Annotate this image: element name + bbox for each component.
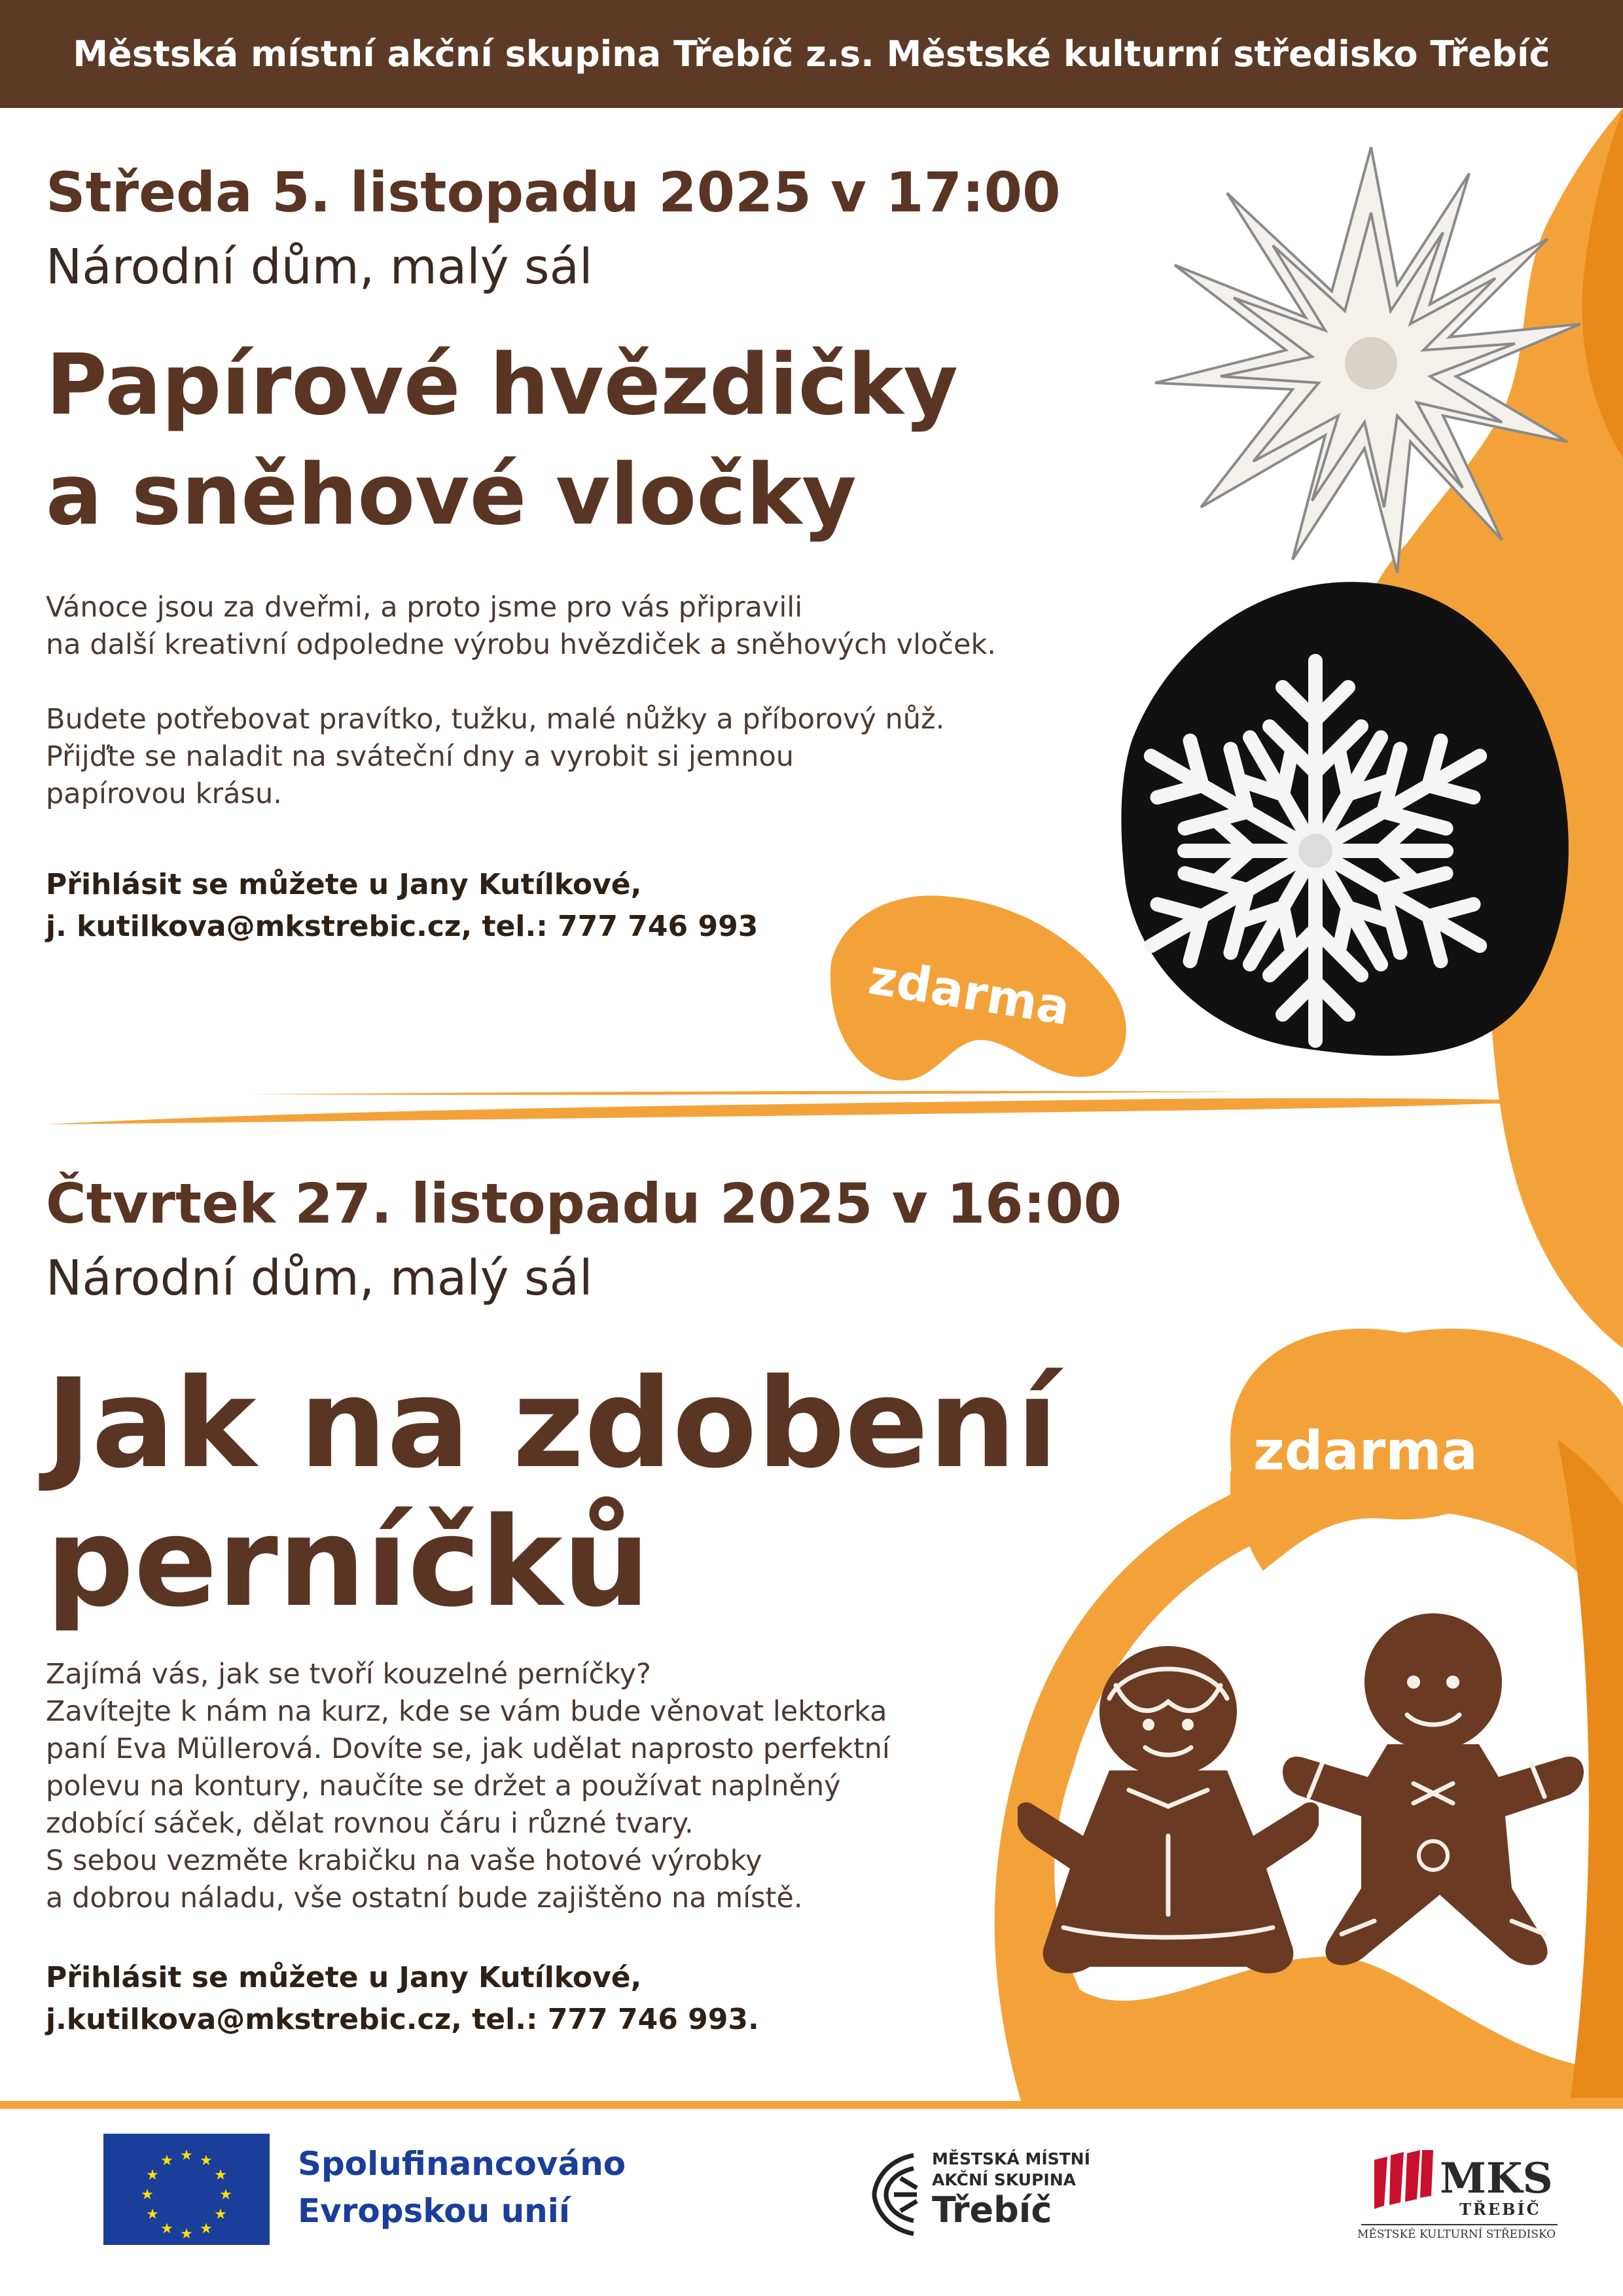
eu-flag-icon: [103, 2134, 270, 2245]
event2-date: Čtvrtek 27. listopadu 2025 v 16:00: [46, 1172, 1122, 1236]
svg-text:★: ★: [160, 2221, 173, 2237]
svg-text:★: ★: [219, 2187, 232, 2203]
mks-subtitle: MĚSTSKÉ KULTURNÍ STŘEDISKO: [1357, 2228, 1556, 2241]
mks-logo-text: [1440, 2154, 1553, 2219]
event1-description: [46, 589, 1158, 813]
event2-description-line: S sebou vezměte krabičku na vaše hotové výrobky: [46, 1844, 762, 1877]
gingerbread-boy-icon: [1283, 1607, 1584, 1973]
event2-description-line: paní Eva Müllerová. Dovíte se, jak udělat naprosto perfektní: [46, 1732, 890, 1765]
mas-logo-icon: [868, 2149, 923, 2240]
svg-text:★: ★: [214, 2167, 227, 2183]
event1-registration-line1: Přihlásit se můžete u Jany Kutílkové,: [46, 868, 642, 901]
svg-text:★: ★: [200, 2221, 213, 2237]
event1-venue: Národní dům, malý sál: [46, 239, 593, 295]
svg-text:★: ★: [160, 2153, 173, 2169]
event2-registration-line2: j.kutilkova@mkstrebic.cz, tel.: 777 746 993.: [46, 2003, 759, 2036]
svg-text:★: ★: [214, 2206, 227, 2223]
event1-description-line: na další kreativní odpoledne výrobu hvězdiček a sněhových vloček.: [46, 628, 997, 661]
mas-line2: AKČNÍ SKUPINA: [932, 2170, 1077, 2189]
event1-registration: [46, 864, 758, 948]
svg-text:★: ★: [200, 2153, 213, 2169]
event2-description-line: Zavítejte k nám na kurz, kde se vám bude věnovat lektorka: [46, 1695, 887, 1728]
svg-text:★: ★: [141, 2187, 154, 2203]
mks-name: MKS: [1440, 2154, 1553, 2203]
event1-description-line: Přijďte se naladit na sváteční dny a vyrobit si jemnou: [46, 740, 794, 773]
mas-line1: MĚSTSKÁ MÍSTNÍ: [932, 2149, 1090, 2168]
mas-line3: Třebíč: [932, 2189, 1052, 2231]
header-organizers: Městská místní akční skupina Třebíč z.s. Městské kulturní středisko Třebíč: [73, 33, 1550, 75]
event1-badge-free: zdarma: [865, 949, 1074, 1037]
event2-venue: Národní dům, malý sál: [46, 1250, 593, 1306]
mas-logo-text: [932, 2149, 1090, 2230]
mks-rule: [1361, 2224, 1558, 2225]
gingerbread-girl-icon: [1018, 1640, 1319, 1980]
event1-title-line2: a sněhové vločky: [46, 446, 857, 544]
event2-registration-line1: Přihlásit se můžete u Jany Kutílkové,: [46, 1961, 642, 1994]
event1-title-line1: Papírové hvězdičky: [46, 336, 958, 434]
event2-description: [46, 1656, 1027, 1917]
svg-text:★: ★: [146, 2206, 159, 2223]
event1-description-spacer: [46, 664, 1158, 701]
event1-registration-line2: j. kutilkova@mkstrebic.cz, tel.: 777 746 993: [46, 910, 758, 943]
event2-badge-free: zdarma: [1253, 1420, 1478, 1482]
eu-line1: Spolufinancováno: [298, 2145, 626, 2183]
event2-title: [46, 1352, 1058, 1634]
footer-divider: [0, 2101, 1623, 2109]
event2-title-line2: perníčků: [46, 1491, 651, 1634]
event1-description-line: papírovou krásu.: [46, 778, 282, 810]
mks-city: TŘEBÍČ: [1459, 2200, 1541, 2219]
event1-description-line: Budete potřebovat pravítko, tužku, malé nůžky a příborový nůž.: [46, 703, 945, 736]
eu-cofinanced-label: [298, 2140, 626, 2234]
event1-description-line: Vánoce jsou za dveřmi, a proto jsme pro vás připravili: [46, 591, 803, 624]
snowflake-icon: [1106, 641, 1525, 1060]
event2-description-line: zdobící sáček, dělat rovnou čáru i různé tvary.: [46, 1807, 694, 1840]
event2-description-line: Zajímá vás, jak se tvoří kouzelné perníčky?: [46, 1658, 651, 1691]
event2-description-line: a dobrou náladu, vše ostatní bude zajištěno na místě.: [46, 1882, 803, 1914]
eu-line2: Evropskou unií: [298, 2192, 571, 2230]
paper-star-icon: [1145, 137, 1597, 589]
event2-registration: [46, 1957, 759, 2041]
event2-description-line: polevu na kontury, naučíte se držet a používat naplněný: [46, 1770, 841, 1803]
event1-title: [46, 331, 958, 550]
event2-title-line1: Jak na zdobení: [46, 1352, 1058, 1496]
svg-text:★: ★: [180, 2147, 193, 2164]
mks-logo-icon: [1371, 2150, 1436, 2212]
svg-text:★: ★: [146, 2167, 159, 2183]
event1-date: Středa 5. listopadu 2025 v 17:00: [46, 160, 1061, 224]
svg-text:★: ★: [180, 2226, 193, 2242]
